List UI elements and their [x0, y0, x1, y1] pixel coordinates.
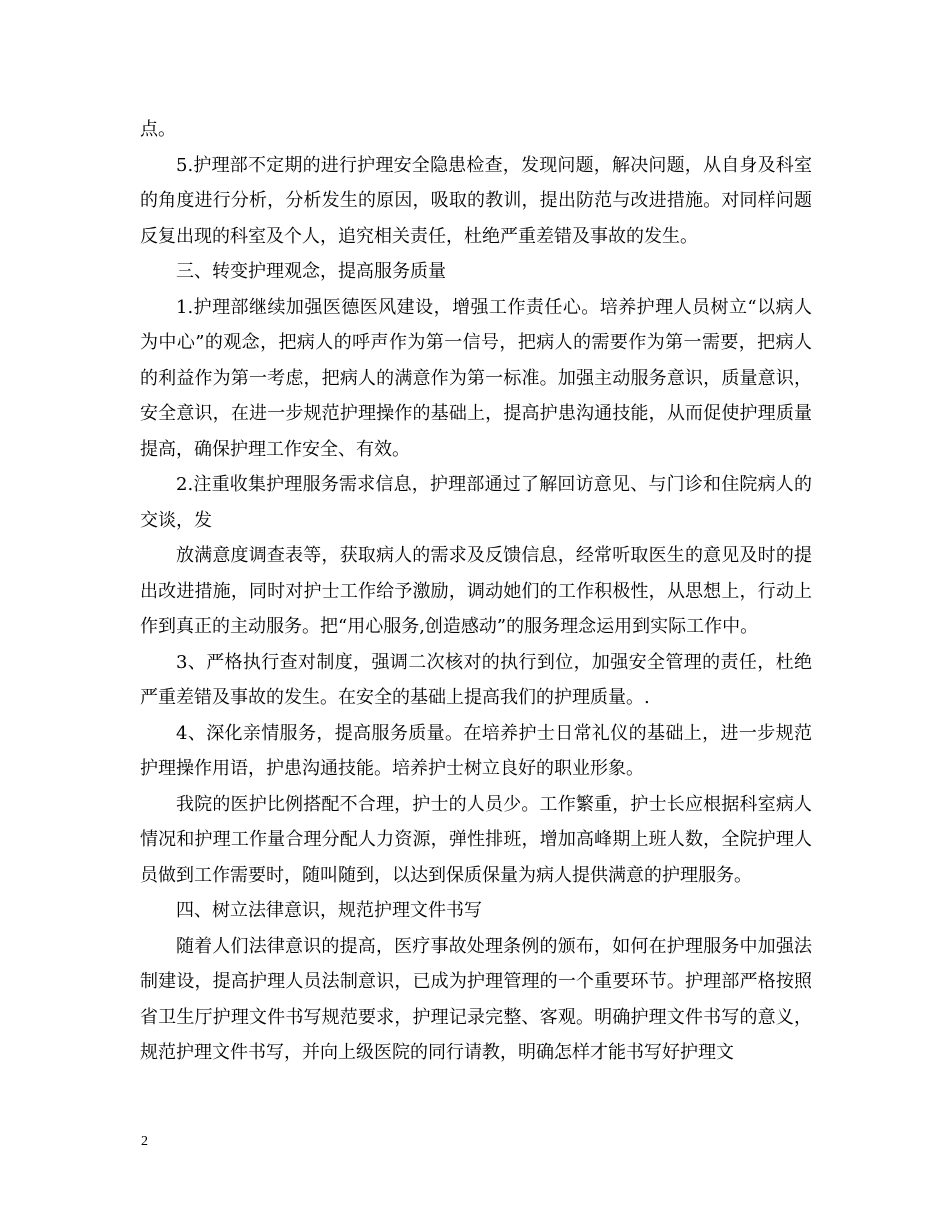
paragraph-legal-awareness: 随着人们法律意识的提高，医疗事故处理条例的颁布，如何在护理服务中加强法制建设，提高护理人员法制意识，已成为护理管理的一个重要环节。护理部严格按照省卫生厅护理文件书写规范要求，护理记录完整、客观。明确护理文件书写的意义，规范护理文件书写，并向上级医院的同行请教，明确怎样才能书写好护理文 — [140, 935, 812, 1063]
section-heading-3: 三、转变护理观念，提高服务质量 — [176, 261, 446, 282]
paragraph-item-1: 1.护理部继续加强医德医风建设，增强工作责任心。培养护理人员树立“以病人为中心”的观念，把病人的呼声作为第一信号，把病人的需要作为第一需要，把病人的利益作为第一考虑，把病人的满意作为第一标准。加强主动服务意识，质量意识，安全意识，在进一步规范护理操作的基础上，提高护患沟通技能，从而促使护理质量提高，确保护理工作安全、有效。 — [140, 296, 812, 460]
paragraph-staffing: 我院的医护比例搭配不合理，护士的人员少。工作繁重，护士长应根据科室病人情况和护理工作量合理分配人力资源，弹性排班，增加高峰期上班人数，全院护理人员做到工作需要时，随叫随到，以达到保质保量为病人提供满意的护理服务。 — [140, 793, 812, 886]
page-number: 2 — [141, 1134, 148, 1149]
paragraph-item-4: 4、深化亲情服务，提高服务质量。在培养护士日常礼仪的基础上，进一步规范护理操作用语，护患沟通技能。培养护士树立良好的职业形象。 — [140, 722, 812, 779]
document-body — [140, 112, 812, 1071]
paragraph-item-3: 3、严格执行查对制度，强调二次核对的执行到位，加强安全管理的责任，杜绝严重差错及事故的发生。在安全的基础上提高我们的护理质量。. — [140, 651, 812, 708]
paragraph-item-5: 5.护理部不定期的进行护理安全隐患检查，发现问题，解决问题，从自身及科室的角度进行分析，分析发生的原因，吸取的教训，提出防范与改进措施。对同样问题反复出现的科室及个人，追究相关责任，杜绝严重差错及事故的发生。 — [140, 154, 812, 247]
paragraph-continuation: 点。 — [140, 119, 176, 140]
paragraph-item-2-continued: 放满意度调查表等，获取病人的需求及反馈信息，经常听取医生的意见及时的提出改进措施，同时对护士工作给予激励，调动她们的工作积极性，从思想上，行动上作到真正的主动服务。把“用心服务,创造感动”的服务理念运用到实际工作中。 — [140, 545, 812, 637]
paragraph-item-2: 2.注重收集护理服务需求信息，护理部通过了解回访意见、与门诊和住院病人的交谈，发 — [140, 474, 812, 531]
section-heading-4: 四、树立法律意识，规范护理文件书写 — [176, 900, 482, 921]
